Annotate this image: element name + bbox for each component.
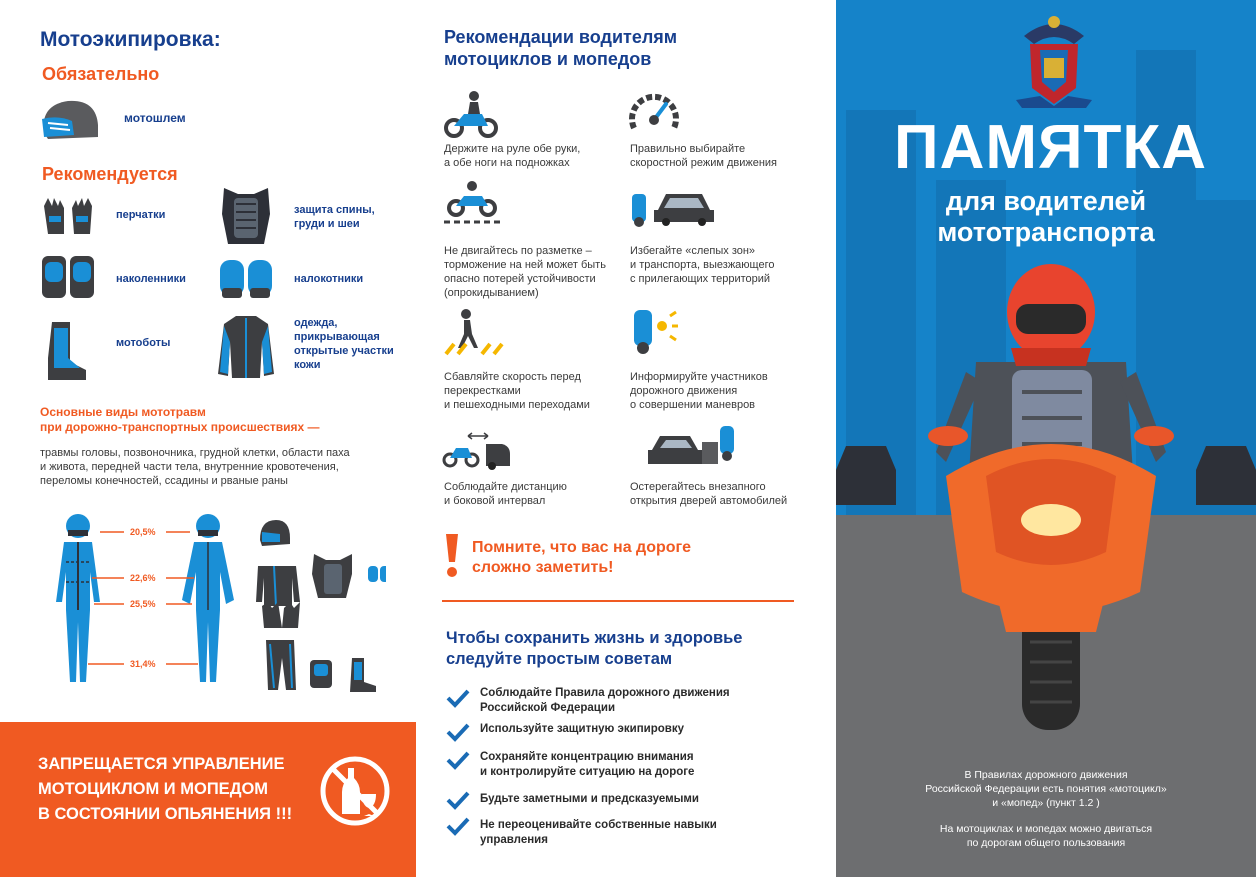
tip-4 — [630, 244, 810, 286]
cover-note-spacer — [836, 810, 1256, 822]
helmet-label: мотошлем — [124, 111, 186, 125]
checkmark-icon — [446, 722, 470, 742]
cover-subtitle-line-1: для водителей — [945, 186, 1147, 216]
turn-signal-icon — [628, 306, 680, 356]
tip-2-line: Правильно выбирайте — [630, 143, 746, 155]
elbow-pads-label: налокотники — [294, 273, 364, 285]
clothing-label: одежда, прикрывающая открытые участки кожи — [294, 317, 394, 371]
cover-panel — [836, 0, 1256, 877]
injuries-heading-2: при дорожно-транспортных происшествиях — — [40, 420, 320, 434]
tip-8-line: открытия дверей автомобилей — [630, 495, 788, 507]
boots-label: мотоботы — [116, 337, 171, 349]
tip-3-line: (опрокидыванием) — [444, 287, 539, 299]
tip-8 — [630, 480, 810, 508]
tip-5-line: перекрестками — [444, 385, 521, 397]
police-emblem-icon — [1014, 8, 1094, 112]
mandatory-heading: Обязательно — [42, 64, 160, 84]
injuries-text-2: и живота, передней части тела, внутренние кровотечения, — [40, 461, 339, 473]
cover-note-line-3: и «мопед» (пункт 1.2 ) — [992, 797, 1100, 809]
recommendations-title-line-1: Рекомендации водителям — [444, 27, 678, 47]
tip-6 — [630, 370, 810, 412]
no-alcohol-icon — [318, 754, 392, 828]
tip-6-line: Информируйте участников — [630, 371, 768, 383]
tip-8-line: Остерегайтесь внезапного — [630, 481, 766, 493]
checklist-line: управления — [480, 834, 548, 846]
ban-line-1: ЗАПРЕЩАЕТСЯ УПРАВЛЕНИЕ — [38, 755, 285, 773]
checklist-line: Сохраняйте концентрацию внимания — [480, 751, 694, 763]
percent-abdomen: 25,5% — [130, 599, 156, 609]
tip-3-line: опасно потерей устойчивости — [444, 273, 596, 285]
percent-limbs: 31,4% — [130, 659, 156, 669]
advice-title-line-1: Чтобы сохранить жизнь и здоровье — [446, 629, 743, 647]
remember-message — [472, 538, 691, 578]
jacket-icon — [216, 312, 276, 382]
tip-5-line: Сбавляйте скорость перед — [444, 371, 581, 383]
checklist-line: и контролируйте ситуацию на дороге — [480, 766, 695, 778]
injuries-text-3: переломы конечностей, ссадины и рваные раны — [40, 475, 288, 487]
equipment-panel — [0, 0, 416, 877]
tip-3 — [444, 244, 624, 300]
checkmark-icon — [446, 790, 470, 810]
recommendations-title-line-2: мотоциклов и мопедов — [444, 49, 652, 69]
back-protector-icon — [218, 184, 274, 248]
percent-head: 20,5% — [130, 527, 156, 537]
tip-6-line: о совершении маневров — [630, 399, 756, 411]
elbow-pads-icon — [218, 254, 274, 304]
tip-7 — [444, 480, 624, 508]
remember-line-2: сложно заметить! — [472, 559, 614, 576]
cover-note-line-5: по дорогам общего пользования — [966, 837, 1126, 849]
checklist-line: Не переоценивайте собственные навыки — [480, 819, 717, 831]
tip-3-line: торможение на ней может быть — [444, 259, 606, 271]
checkmark-icon — [446, 688, 470, 708]
gloves-label: перчатки — [116, 209, 166, 221]
car-door-icon — [648, 420, 740, 470]
recommended-heading: Рекомендуется — [42, 164, 178, 184]
tip-3-line: Не двигайтесь по разметке – — [444, 245, 592, 257]
road-marking-icon — [442, 180, 502, 224]
tip-2 — [630, 142, 810, 170]
checklist-line: Используйте защитную экипировку — [480, 723, 685, 735]
cover-note-line-4: На мотоциклах и мопедах можно двигаться — [939, 823, 1153, 835]
tip-6-line: дорожного движения — [630, 385, 738, 397]
checklist-line: Российской Федерации — [480, 702, 616, 714]
advice-title-line-2: следуйте простым советам — [446, 650, 673, 668]
knee-pads-icon — [40, 252, 96, 302]
advice-title — [446, 628, 742, 670]
speedometer-icon — [628, 90, 680, 134]
checklist-line: Будьте заметными и предсказуемыми — [480, 793, 699, 805]
boots-icon — [40, 318, 90, 384]
cover-subtitle — [836, 186, 1256, 248]
orange-divider — [442, 600, 794, 602]
equipment-title: Мотоэкипировка: — [40, 28, 221, 51]
tip-2-line: скоростной режим движения — [630, 157, 778, 169]
cover-title: ПАМЯТКА — [894, 113, 1208, 182]
helmet-icon — [38, 95, 100, 143]
tip-7-line: Соблюдайте дистанцию — [444, 481, 567, 493]
injuries-text-1: травмы головы, позвоночника, грудной клетки, области паха — [40, 447, 350, 459]
remember-line-1: Помните, что вас на дороге — [472, 539, 692, 556]
drunk-driving-ban-box — [0, 722, 416, 877]
cover-note — [836, 768, 1256, 850]
exclamation-icon — [442, 532, 462, 578]
cover-note-line-2: Российской Федерации есть понятия «мотоцикл» — [925, 783, 1167, 795]
recommendations-title — [444, 26, 677, 70]
tip-4-line: Избегайте «слепых зон» — [630, 245, 756, 257]
motorcyclist-hands-icon — [442, 90, 500, 138]
ban-line-2: МОТОЦИКЛОМ И МОПЕДОМ — [38, 780, 269, 798]
injuries-heading-1: Основные виды мототравм — [40, 405, 206, 419]
ban-line-3: В СОСТОЯНИИ ОПЬЯНЕНИЯ !!! — [38, 805, 293, 823]
checklist-line: Соблюдайте Правила дорожного движения — [480, 687, 730, 699]
checkmark-icon — [446, 750, 470, 770]
checkmark-icon — [446, 816, 470, 836]
back-protector-label: защита спины, груди и шеи — [294, 204, 375, 230]
pedestrian-crossing-icon — [442, 308, 508, 356]
tip-1-line: а обе ноги на подножках — [444, 157, 570, 169]
tip-1-line: Держите на руле обе руки, — [444, 143, 581, 155]
tip-4-line: и транспорта, выезжающего — [630, 259, 775, 271]
motorcyclist-illustration — [926, 262, 1176, 732]
cover-note-line-1: В Правилах дорожного движения — [964, 769, 1128, 781]
tip-5 — [444, 370, 624, 412]
cover-subtitle-line-2: мототранспорта — [937, 217, 1155, 247]
distance-icon — [442, 430, 512, 470]
gloves-icon — [40, 194, 98, 238]
tip-5-line: и пешеходными переходами — [444, 399, 590, 411]
recommendations-panel — [416, 0, 836, 877]
tip-7-line: и боковой интервал — [444, 495, 546, 507]
tip-1 — [444, 142, 624, 170]
tip-4-line: с прилегающих территорий — [630, 273, 771, 285]
gear-collection-icon — [256, 518, 386, 693]
blind-spot-icon — [628, 188, 720, 228]
knee-pads-label: наколенники — [116, 273, 186, 285]
percent-chest: 22,6% — [130, 573, 156, 583]
